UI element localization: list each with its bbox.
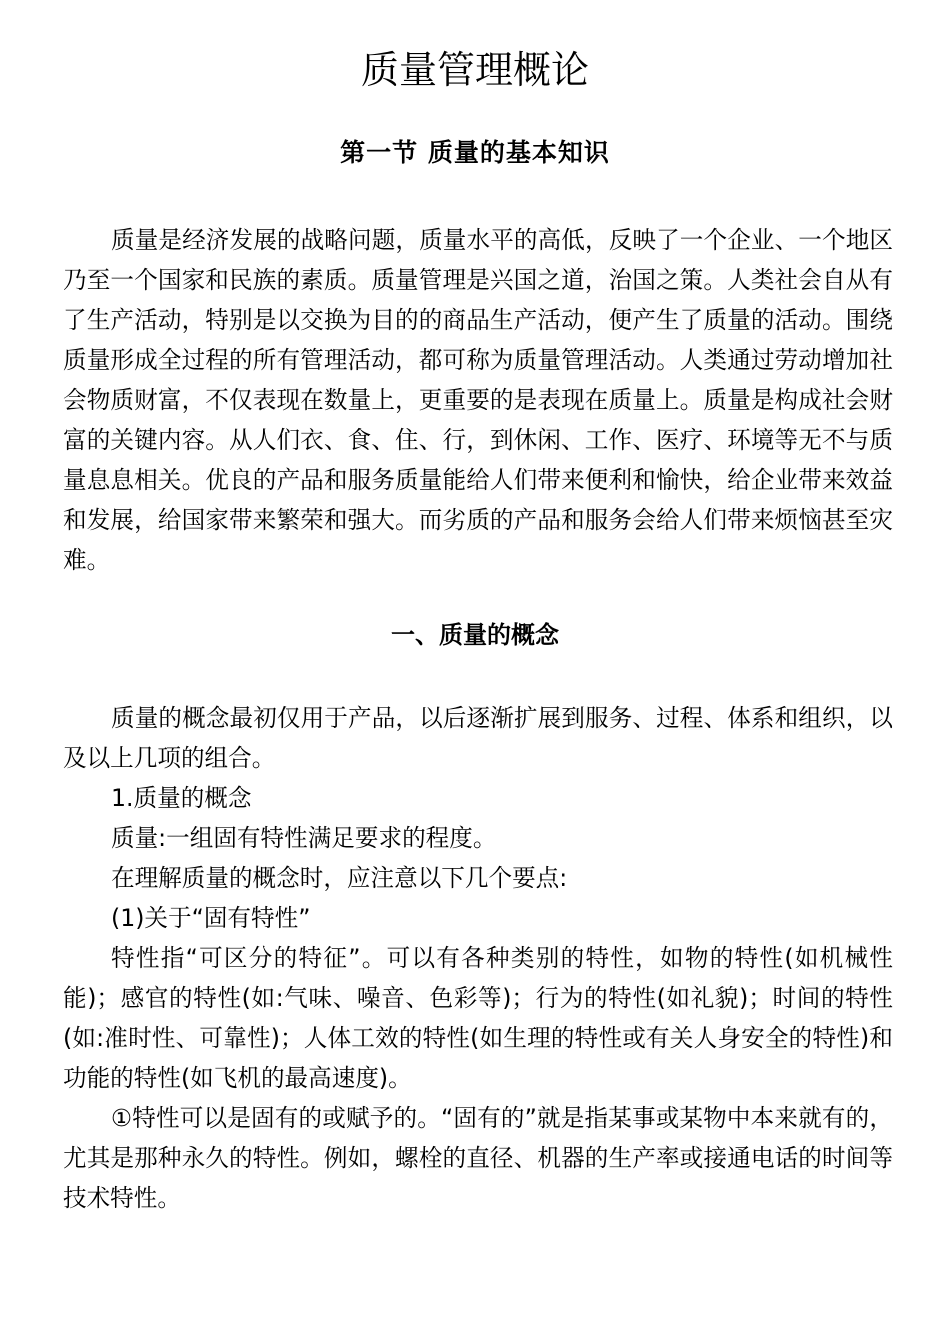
key-points-intro: 在理解质量的概念时，应注意以下几个要点: [111,864,568,892]
characteristics-paragraph: 特性指“可区分的特征”。可以有各种类别的特性，如物的特性(如机械性能)；感官的特性(如:气味、噪音、色彩等)；行为的特性(如礼貌)；时间的特性(如:准时性、可靠性)；人体工效的特性(如生理的特性或有关人身安全的特性)和功能的特性(如飞机的最高速度)。 [63,944,893,1092]
section-title: 第一节 质量的基本知识 [340,138,610,167]
subsection-title: 一、质量的概念 [391,621,559,649]
document-title: 质量管理概论 [360,48,589,92]
inherent-or-assigned-paragraph: ①特性可以是固有的或赋予的。“固有的”就是指某事或某物中本来就有的，尤其是那种永久的特性。例如，螺栓的直径、机器的生产率或接通电话的时间等技术特性。 [63,1104,893,1212]
concept-scope-paragraph: 质量的概念最初仅用于产品，以后逐渐扩展到服务、过程、体系和组织，以及以上几项的组合。 [63,704,893,772]
intro-paragraph: 质量是经济发展的战略问题，质量水平的高低，反映了一个企业、一个地区乃至一个国家和民族的素质。质量管理是兴国之道，治国之策。人类社会自从有了生产活动，特别是以交换为目的的商品生产活动，便产生了质量的活动。围绕质量形成全过程的所有管理活动，都可称为质量管理活动。人类通过劳动增加社会物质财富，不仅表现在数量上，更重要的是表现在质量上。质量是构成社会财富的关键内容。从人们衣、食、住、行，到休闲、工作、医疗、环境等无不与质量息息相关。优良的产品和服务质量能给人们带来便利和愉快，给企业带来效益和发展，给国家带来繁荣和强大。而劣质的产品和服务会给人们带来烦恼甚至灾难。 [63,226,893,574]
point-heading-inherent-characteristics: (1)关于“固有特性” [111,904,311,932]
quality-definition: 质量:一组固有特性满足要求的程度。 [111,824,497,852]
numbered-heading-quality-concept: 1.质量的概念 [111,784,252,812]
